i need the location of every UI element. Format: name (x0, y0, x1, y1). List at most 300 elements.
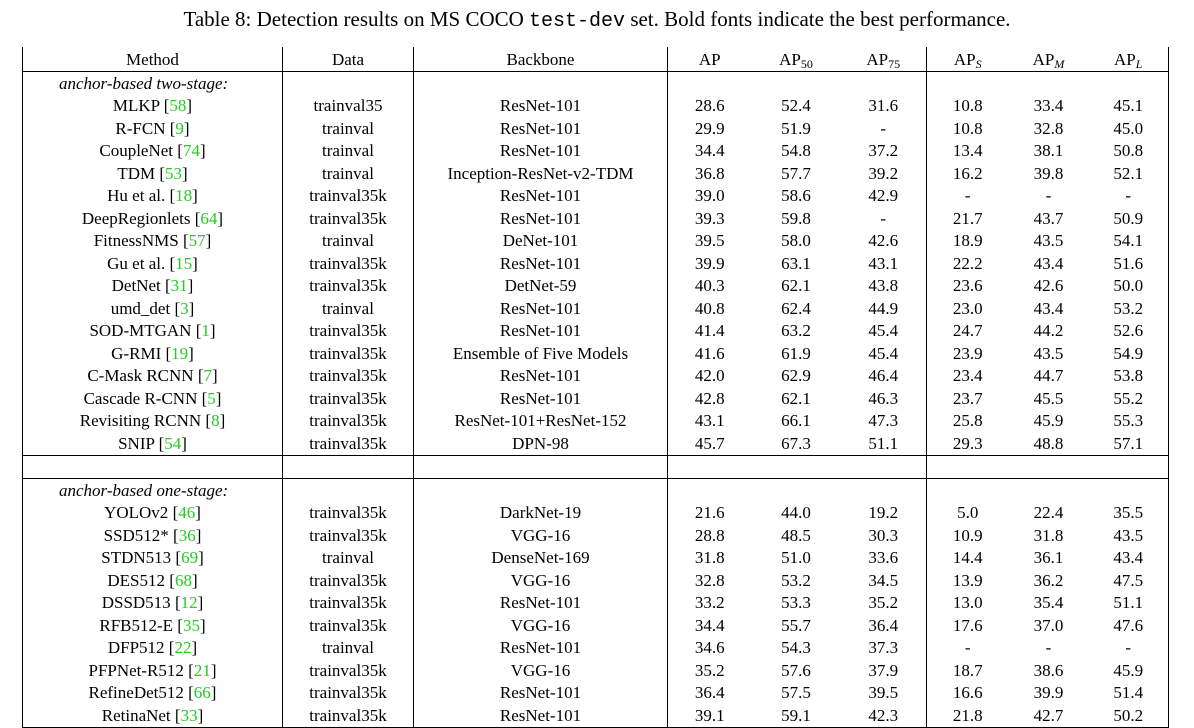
cell-method: FitnessNMS [57] (23, 230, 283, 253)
citation-link[interactable]: 7 (203, 366, 212, 386)
cell-backbone: ResNet-101 (414, 185, 668, 208)
cell-method: DES512 [68] (23, 569, 283, 592)
cell-apm: 36.2 (1033, 570, 1064, 590)
section-title: anchor-based two-stage: (23, 72, 283, 95)
cell-method: SSD512* [36] (23, 524, 283, 547)
citation-link[interactable]: 9 (175, 118, 184, 138)
header-ap75: $AP_{75}$ (841, 47, 927, 72)
method-name: Hu et al. (107, 186, 166, 206)
cell-ap50: 59.8 (781, 208, 811, 228)
method-name: STDN513 (101, 548, 172, 568)
section-header (23, 72, 1169, 95)
cell-backbone: ResNet-101 (414, 387, 668, 410)
citation-link[interactable]: 68 (174, 570, 192, 590)
cell-ap75: - (841, 207, 927, 230)
method-name: RetinaNet (101, 705, 171, 725)
table-header (23, 47, 1169, 72)
cell-aps: 23.0 (952, 298, 983, 318)
cell-aps: 23.4 (952, 366, 983, 386)
cell-aps: 23.7 (952, 388, 983, 408)
table-row (23, 162, 1169, 185)
citation-link[interactable]: 33 (180, 705, 198, 725)
cell-data: trainval35k (283, 410, 414, 433)
table-row (23, 140, 1169, 163)
cell-backbone: ResNet-101 (414, 320, 668, 343)
cell-ap75: 34.5 (841, 569, 927, 592)
cell-backbone: ResNet-101 (414, 95, 668, 118)
cell-apm: 39.8 (1033, 163, 1064, 183)
cell-ap: 32.8 (694, 570, 725, 590)
cell-ap50: 53.3 (781, 593, 811, 613)
citation-link[interactable]: 8 (211, 411, 220, 431)
cell-ap50: 63.2 (781, 321, 811, 341)
cell-apl: 51.4 (1089, 682, 1169, 705)
cell-backbone: DeNet-101 (414, 230, 668, 253)
table-row (23, 524, 1169, 547)
citation-link[interactable]: 31 (170, 276, 188, 296)
citation-link[interactable]: 57 (188, 231, 206, 251)
cell-ap: 39.9 (694, 253, 725, 273)
cell-ap: 36.4 (694, 683, 725, 703)
cell-data: trainval (283, 547, 414, 570)
cell-apm: 43.5 (1033, 343, 1064, 363)
method-name: DFP512 (107, 638, 165, 658)
cell-data: trainval35k (283, 365, 414, 388)
citation-link[interactable]: 3 (180, 298, 189, 318)
cell-apm: 36.1 (1033, 548, 1064, 568)
cell-method: MLKP [58] (23, 95, 283, 118)
cell-aps: 16.6 (952, 683, 983, 703)
cell-data: trainval35k (283, 432, 414, 455)
cell-backbone: DPN-98 (414, 432, 668, 455)
cell-ap75: 39.2 (841, 162, 927, 185)
header-data: Data (283, 47, 414, 72)
citation-link[interactable]: 58 (169, 96, 187, 116)
caption-split-name: test-dev (529, 10, 626, 33)
cell-apl: 47.6 (1089, 614, 1169, 637)
cell-backbone: ResNet-101 (414, 682, 668, 705)
cell-method: Cascade R-CNN [5] (23, 387, 283, 410)
citation-link[interactable]: 74 (182, 141, 200, 161)
cell-method: DSSD513 [12] (23, 592, 283, 615)
cell-apl: 43.5 (1089, 524, 1169, 547)
cell-data: trainval35k (283, 207, 414, 230)
cell-apl: - (1089, 637, 1169, 660)
cell-apm: 32.8 (1033, 118, 1064, 138)
cell-aps: 21.7 (952, 208, 983, 228)
cell-apm: 43.4 (1033, 298, 1064, 318)
cell-apl: 54.1 (1089, 230, 1169, 253)
table-row (23, 682, 1169, 705)
cell-data: trainval (283, 117, 414, 140)
cell-apl: 54.9 (1089, 342, 1169, 365)
cell-apl: 52.1 (1089, 162, 1169, 185)
cell-backbone: ResNet-101 (414, 637, 668, 660)
cell-backbone: ResNet-101 (414, 297, 668, 320)
table-row (23, 252, 1169, 275)
method-name: YOLOv2 (104, 503, 169, 523)
method-name: G-RMI (111, 343, 162, 363)
citation-link[interactable]: 5 (207, 388, 216, 408)
cell-method: DeepRegionlets [64] (23, 207, 283, 230)
cell-ap50: 61.9 (781, 343, 811, 363)
cell-data: trainval35k (283, 569, 414, 592)
cell-method: Gu et al. [15] (23, 252, 283, 275)
citation-link[interactable]: 21 (193, 660, 211, 680)
cell-ap75: 35.2 (841, 592, 927, 615)
cell-apm: 38.1 (1033, 141, 1064, 161)
cell-backbone: ResNet-101 (414, 140, 668, 163)
cell-ap75: 43.8 (841, 275, 927, 298)
cell-apm: 35.4 (1033, 593, 1064, 613)
cell-apl: 55.2 (1089, 387, 1169, 410)
cell-method: Revisiting RCNN [8] (23, 410, 283, 433)
cell-backbone: ResNet-101 (414, 117, 668, 140)
results-table (22, 47, 1169, 728)
cell-ap75: 44.9 (841, 297, 927, 320)
cell-aps: 10.8 (952, 96, 983, 116)
cell-apm: 22.4 (1033, 503, 1064, 523)
cell-apm: 43.4 (1033, 253, 1064, 273)
cell-ap: 28.6 (694, 96, 725, 116)
header-method: Method (23, 47, 283, 72)
method-name: DES512 (107, 570, 166, 590)
cell-backbone: VGG-16 (414, 569, 668, 592)
cell-ap: 39.5 (694, 231, 725, 251)
cell-ap: 31.8 (694, 548, 725, 568)
method-name: RefineDet512 (88, 683, 184, 703)
cell-ap50: 53.2 (781, 570, 811, 590)
cell-ap50: 57.6 (781, 660, 811, 680)
citation-link[interactable]: 64 (200, 208, 218, 228)
cell-ap50: 55.7 (781, 615, 811, 635)
cell-ap75: 42.3 (841, 704, 927, 727)
cell-ap50: 51.9 (781, 118, 811, 138)
cell-aps: 29.3 (952, 433, 983, 453)
cell-apl: 51.1 (1089, 592, 1169, 615)
cell-apl: 53.8 (1089, 365, 1169, 388)
cell-ap50: 63.1 (781, 253, 811, 273)
cell-apl: 53.2 (1089, 297, 1169, 320)
cell-method: RefineDet512 [66] (23, 682, 283, 705)
cell-ap: 39.1 (668, 704, 752, 727)
citation-link[interactable]: 1 (201, 321, 210, 341)
cell-ap50: 58.0 (781, 231, 811, 251)
method-name: PFPNet-R512 (88, 660, 184, 680)
header-backbone: Backbone (414, 47, 668, 72)
cell-data: trainval (283, 140, 414, 163)
cell-ap75: 37.3 (841, 637, 927, 660)
cell-apl: - (1089, 185, 1169, 208)
cell-ap50: 57.5 (781, 683, 811, 703)
cell-aps: 25.8 (952, 411, 983, 431)
cell-apl: 51.6 (1089, 252, 1169, 275)
cell-aps: 24.7 (952, 321, 983, 341)
cell-ap75: 19.2 (841, 502, 927, 525)
cell-ap50: 54.8 (781, 141, 811, 161)
section-separator (23, 455, 1169, 479)
cell-aps: 22.2 (952, 253, 983, 273)
cell-apm: - (1045, 186, 1052, 206)
method-name: RFB512-E (99, 615, 174, 635)
cell-aps: 16.2 (952, 163, 983, 183)
table-row (23, 592, 1169, 615)
cell-ap75: 37.9 (841, 659, 927, 682)
cell-ap: 42.0 (694, 366, 725, 386)
cell-apm: 43.7 (1033, 208, 1064, 228)
cell-ap50: 62.1 (781, 388, 811, 408)
citation-link[interactable]: 12 (180, 593, 198, 613)
table-row (23, 207, 1169, 230)
cell-data: trainval35k (283, 659, 414, 682)
cell-backbone: ResNet-101 (414, 207, 668, 230)
method-name: CoupleNet (99, 141, 174, 161)
cell-aps: - (964, 186, 971, 206)
table-row (23, 432, 1169, 455)
table-row (23, 569, 1169, 592)
citation-link[interactable]: 22 (174, 638, 192, 658)
cell-apm: 45.9 (1033, 411, 1064, 431)
cell-apl: 45.0 (1089, 117, 1169, 140)
header-apl: $AP_L$ (1089, 47, 1169, 72)
cell-data: trainval (283, 162, 414, 185)
cell-backbone: ResNet-101 (414, 365, 668, 388)
cell-ap50: 59.1 (752, 704, 841, 727)
cell-ap75: 47.3 (841, 410, 927, 433)
method-name: Cascade R-CNN (83, 388, 198, 408)
cell-apm: 33.4 (1033, 96, 1064, 116)
cell-ap: 33.2 (694, 593, 725, 613)
cell-aps: 17.6 (952, 615, 983, 635)
cell-aps: 10.9 (952, 525, 983, 545)
cell-ap50: 67.3 (781, 433, 811, 453)
cell-aps: 14.4 (952, 548, 983, 568)
cell-backbone: ResNet-101 (414, 704, 668, 727)
cell-ap: 41.4 (694, 321, 725, 341)
cell-apl: 50.2 (1089, 704, 1169, 727)
cell-ap75: - (841, 117, 927, 140)
cell-ap75: 46.4 (841, 365, 927, 388)
cell-ap75: 45.4 (841, 320, 927, 343)
caption-prefix: Table 8: Detection results on MS COCO (183, 7, 530, 31)
cell-backbone: VGG-16 (414, 614, 668, 637)
citation-link[interactable]: 19 (171, 343, 189, 363)
cell-method: SOD-MTGAN [1] (23, 320, 283, 343)
cell-aps: 13.0 (952, 593, 983, 613)
cell-ap75: 33.6 (841, 547, 927, 570)
cell-method: DFP512 [22] (23, 637, 283, 660)
cell-ap: 40.8 (694, 298, 725, 318)
citation-link[interactable]: 36 (178, 525, 196, 545)
cell-ap75: 51.1 (841, 432, 927, 455)
section-title: anchor-based one-stage: (23, 479, 283, 502)
cell-ap50: 52.4 (781, 96, 811, 116)
cell-ap: 29.9 (694, 118, 725, 138)
cell-ap: 39.0 (694, 186, 725, 206)
cell-ap: 36.8 (694, 163, 725, 183)
cell-apl: 55.3 (1089, 410, 1169, 433)
table-row (23, 365, 1169, 388)
table-body (23, 72, 1169, 728)
citation-link[interactable]: 15 (175, 253, 193, 273)
cell-ap75: 31.6 (841, 95, 927, 118)
cell-apm: 44.2 (1033, 321, 1064, 341)
table-caption (0, 7, 1194, 33)
cell-ap50: 62.4 (781, 298, 811, 318)
cell-data: trainval (283, 637, 414, 660)
header-aps: $AP_S$ (927, 47, 1009, 72)
cell-aps: 10.8 (952, 118, 983, 138)
cell-apl: 35.5 (1089, 502, 1169, 525)
table-row (23, 320, 1169, 343)
cell-ap50: 48.5 (781, 525, 811, 545)
cell-apl: 47.5 (1089, 569, 1169, 592)
header-apm: $AP_M$ (1009, 47, 1089, 72)
cell-method: umd_det [3] (23, 297, 283, 320)
cell-ap: 40.3 (694, 276, 725, 296)
cell-aps: 13.4 (952, 141, 983, 161)
table-row (23, 704, 1169, 727)
cell-method: SNIP [54] (23, 432, 283, 455)
cell-apl: 45.1 (1089, 95, 1169, 118)
method-name: C-Mask RCNN (87, 366, 194, 386)
citation-link[interactable]: 18 (175, 186, 193, 206)
cell-apl: 52.6 (1089, 320, 1169, 343)
cell-data: trainval35k (283, 524, 414, 547)
method-name: Gu et al. (107, 253, 166, 273)
cell-method: TDM [53] (23, 162, 283, 185)
cell-ap75: 43.1 (841, 252, 927, 275)
cell-method: R-FCN [9] (23, 117, 283, 140)
cell-ap50: 44.0 (781, 503, 811, 523)
cell-apm: 42.6 (1033, 276, 1064, 296)
cell-apm: 37.0 (1033, 615, 1064, 635)
cell-ap: 34.6 (694, 638, 725, 658)
method-name: umd_det (110, 298, 171, 318)
cell-data: trainval35k (283, 320, 414, 343)
cell-data: trainval35k (283, 502, 414, 525)
cell-ap75: 42.9 (841, 185, 927, 208)
cell-ap75: 36.4 (841, 614, 927, 637)
cell-apl: 43.4 (1089, 547, 1169, 570)
citation-link[interactable]: 66 (193, 683, 211, 703)
method-name: SOD-MTGAN (89, 321, 192, 341)
cell-apl: 50.8 (1089, 140, 1169, 163)
cell-aps: 18.7 (952, 660, 983, 680)
table-row (23, 95, 1169, 118)
cell-method: G-RMI [19] (23, 342, 283, 365)
cell-aps: 18.9 (952, 231, 983, 251)
cell-ap50: 51.0 (781, 548, 811, 568)
cell-ap75: 46.3 (841, 387, 927, 410)
cell-data: trainval35 (283, 95, 414, 118)
cell-ap: 45.7 (694, 433, 725, 453)
table-row (23, 410, 1169, 433)
cell-ap: 39.3 (694, 208, 725, 228)
caption-suffix: set. Bold fonts indicate the best performance. (625, 7, 1011, 31)
table-row (23, 275, 1169, 298)
cell-method: RFB512-E [35] (23, 614, 283, 637)
cell-method: DetNet [31] (23, 275, 283, 298)
method-name: SSD512* (103, 525, 169, 545)
cell-method: CoupleNet [74] (23, 140, 283, 163)
cell-apm: 39.9 (1033, 683, 1064, 703)
cell-ap50: 58.6 (781, 186, 811, 206)
cell-backbone: DetNet-59 (414, 275, 668, 298)
cell-backbone: VGG-16 (414, 524, 668, 547)
method-name: DeepRegionlets (81, 208, 191, 228)
cell-backbone: Ensemble of Five Models (414, 342, 668, 365)
header-ap: AP (668, 47, 752, 72)
cell-method: STDN513 [69] (23, 547, 283, 570)
cell-ap75: 42.6 (841, 230, 927, 253)
cell-ap50: 54.3 (781, 638, 811, 658)
cell-apl: 57.1 (1089, 432, 1169, 455)
cell-data: trainval35k (283, 682, 414, 705)
cell-aps: 5.0 (957, 503, 979, 523)
table-row (23, 659, 1169, 682)
citation-link[interactable]: 69 (181, 548, 199, 568)
cell-aps: - (964, 638, 971, 658)
cell-ap75: 30.3 (841, 524, 927, 547)
cell-aps: 23.9 (952, 343, 983, 363)
method-name: FitnessNMS (93, 231, 179, 251)
cell-data: trainval35k (283, 592, 414, 615)
cell-backbone: Inception-ResNet-v2-TDM (414, 162, 668, 185)
cell-ap50: 62.9 (781, 366, 811, 386)
citation-link[interactable]: 53 (165, 163, 183, 183)
table-row (23, 547, 1169, 570)
cell-ap: 21.6 (694, 503, 725, 523)
cell-ap75: 45.4 (841, 342, 927, 365)
cell-ap: 43.1 (694, 411, 725, 431)
cell-aps: 21.8 (927, 704, 1009, 727)
table-row (23, 502, 1169, 525)
cell-ap: 34.4 (694, 615, 725, 635)
cell-backbone: ResNet-101 (414, 252, 668, 275)
citation-link[interactable]: 35 (182, 615, 200, 635)
cell-apl: 45.9 (1089, 659, 1169, 682)
cell-backbone: DenseNet-169 (414, 547, 668, 570)
cell-ap50: 57.7 (781, 163, 811, 183)
cell-ap: 28.8 (694, 525, 725, 545)
cell-ap75: 39.5 (841, 682, 927, 705)
cell-method: Hu et al. [18] (23, 185, 283, 208)
method-name: R-FCN (115, 118, 166, 138)
cell-ap: 42.8 (694, 388, 725, 408)
header-ap50: $AP_{50}$ (752, 47, 841, 72)
cell-ap50: 66.1 (781, 411, 811, 431)
cell-ap75: 37.2 (841, 140, 927, 163)
cell-data: trainval (283, 297, 414, 320)
cell-ap: 35.2 (694, 660, 725, 680)
table-row (23, 637, 1169, 660)
cell-apm: 44.7 (1033, 366, 1064, 386)
cell-method: RetinaNet [33] (23, 704, 283, 727)
cell-data: trainval (283, 230, 414, 253)
citation-link[interactable]: 54 (164, 433, 182, 453)
cell-ap50: 62.1 (781, 276, 811, 296)
cell-data: trainval35k (283, 614, 414, 637)
cell-ap: 34.4 (694, 141, 725, 161)
citation-link[interactable]: 46 (178, 503, 196, 523)
cell-ap: 41.6 (694, 343, 725, 363)
cell-backbone: ResNet-101 (414, 592, 668, 615)
cell-data: trainval35k (283, 342, 414, 365)
cell-apl: 50.0 (1089, 275, 1169, 298)
method-name: DetNet (111, 276, 161, 296)
cell-data: trainval35k (283, 275, 414, 298)
